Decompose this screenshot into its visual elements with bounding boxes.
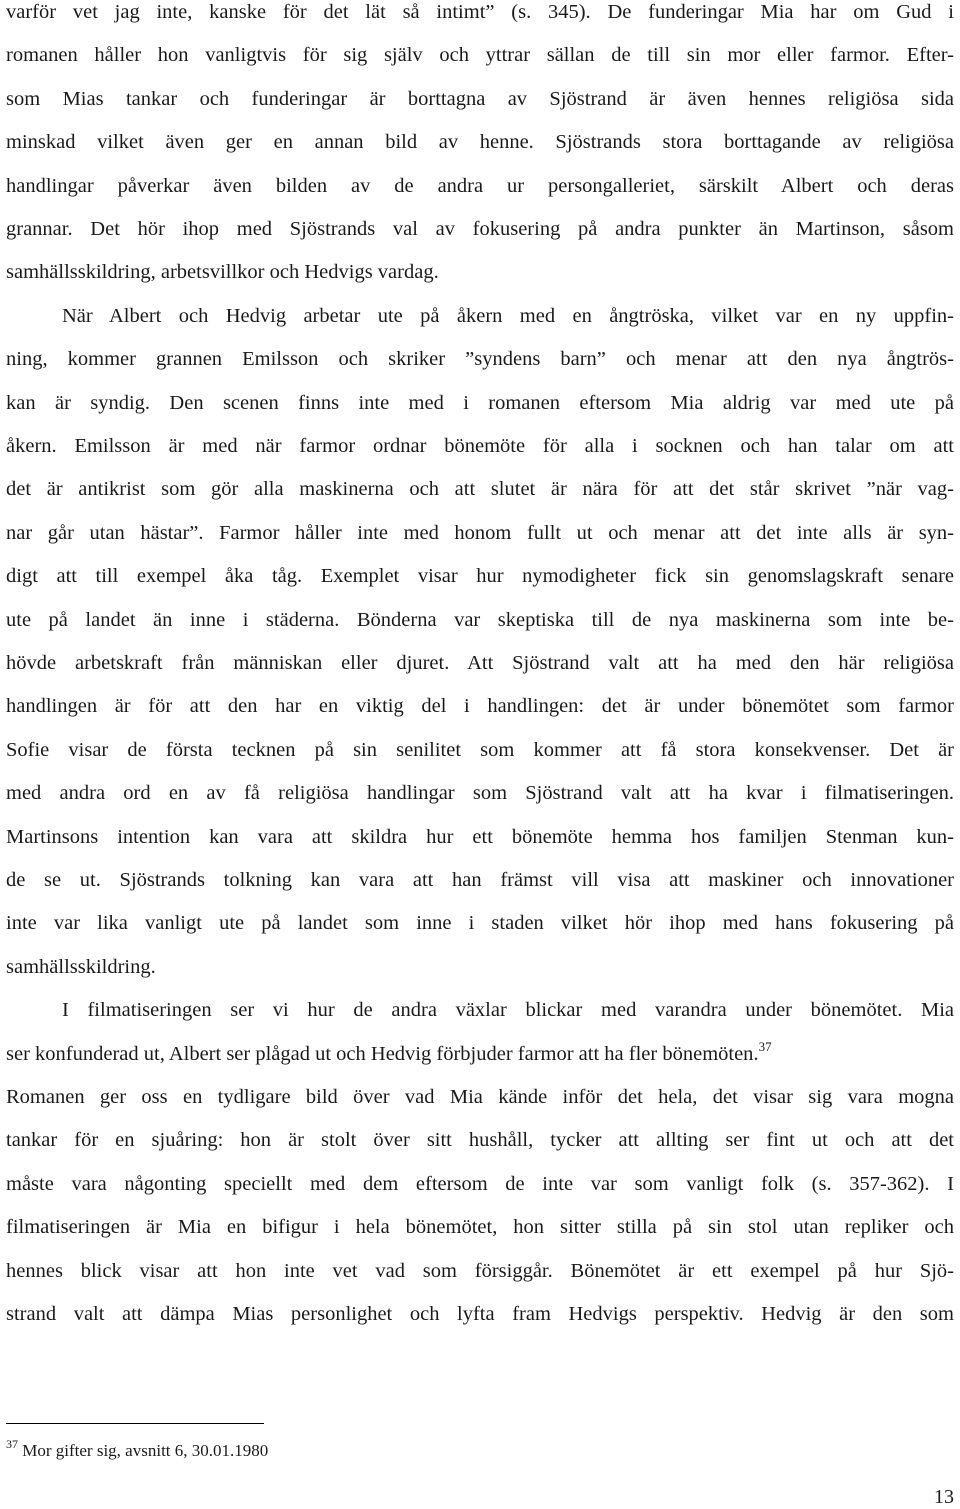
text-line: tankar för en sjuåring: hon är stolt över sitt hushåll, tycker att allting ser fint ut och att det <box>6 1129 954 1151</box>
text-line: hövde arbetskraft från människan eller djuret. Att Sjöstrand valt att ha med den här religiösa <box>6 652 954 674</box>
footnote-reference: 37 <box>758 1039 772 1054</box>
footnote-marker: 37 <box>6 1437 18 1451</box>
text-line: varför vet jag inte, kanske för det lät så intimt” (s. 345). De funderingar Mia har om Gud i <box>6 1 954 23</box>
text-line: romanen håller hon vanligtvis för sig själv och yttrar sällan de till sin mor eller farmor. Efter- <box>6 44 954 66</box>
text-line: strand valt att dämpa Mias personlighet och lyfta fram Hedvigs perspektiv. Hedvig är den som <box>6 1303 954 1325</box>
text-line: I filmatiseringen ser vi hur de andra växlar blickar med varandra under bönemötet. Mia <box>62 999 954 1021</box>
text-line: Sofie visar de första tecknen på sin senilitet som kommer att få stora konsekvenser. Det är <box>6 739 954 761</box>
text-line: åkern. Emilsson är med när farmor ordnar bönemöte för alla i socknen och han talar om att <box>6 435 954 457</box>
footnote-separator <box>6 1423 264 1424</box>
text-line-with-footnote <box>6 1040 954 1068</box>
text-line: Martinsons intention kan vara att skildra hur ett bönemöte hemma hos familjen Stenman kun- <box>6 826 954 848</box>
text-line: samhällsskildring, arbetsvillkor och Hedvigs vardag. <box>6 261 439 283</box>
text-line: nar går utan hästar”. Farmor håller inte med honom fullt ut och menar att det inte alls är syn- <box>6 522 954 544</box>
footnote-text: Mor gifter sig, avsnitt 6, 30.01.1980 <box>18 1441 269 1460</box>
text-line: grannar. Det hör ihop med Sjöstrands val av fokusering på andra punkter än Martinson, såsom <box>6 218 954 240</box>
text-line: filmatiseringen är Mia en bifigur i hela bönemötet, hon sitter stilla på sin stol utan repliker och <box>6 1216 954 1238</box>
text-line: kan är syndig. Den scenen finns inte med i romanen eftersom Mia aldrig var med ute på <box>6 392 954 414</box>
text-line: handlingar påverkar även bilden av de andra ur persongalleriet, särskilt Albert och deras <box>6 175 954 197</box>
text-line: handlingen är för att den har en viktig del i handlingen: det är under bönemötet som farmor <box>6 695 954 717</box>
text-line: med andra ord en av få religiösa handlingar som Sjöstrand valt att ha kvar i filmatiseringen. <box>6 782 954 804</box>
text-line: måste vara någonting speciellt med dem eftersom de inte var som vanligt folk (s. 357-362). I <box>6 1173 954 1195</box>
text-line-content: ser konfunderad ut, Albert ser plågad ut och Hedvig förbjuder farmor att ha fler bönemöten. <box>6 1043 759 1065</box>
text-line: ning, kommer grannen Emilsson och skriker ”syndens barn” och menar att den nya ångtrös- <box>6 348 954 370</box>
text-line: När Albert och Hedvig arbetar ute på åkern med en ångtröska, vilket var en ny uppfin- <box>62 305 954 327</box>
text-line: det är antikrist som gör alla maskinerna och att slutet är nära för att det står skrivet ”när vag- <box>6 478 954 500</box>
text-line: digt att till exempel åka tåg. Exemplet visar hur nymodigheter fick sin genomslagskraft senare <box>6 565 954 587</box>
text-line: de se ut. Sjöstrands tolkning kan vara att han främst vill visa att maskiner och innovationer <box>6 869 954 891</box>
text-line: som Mias tankar och funderingar är borttagna av Sjöstrand är även hennes religiösa sida <box>6 88 954 110</box>
text-line: Romanen ger oss en tydligare bild över vad Mia kände inför det hela, det visar sig vara mogna <box>6 1086 954 1108</box>
text-line: ute på landet än inne i städerna. Bönderna var skeptiska till de nya maskinerna som inte be- <box>6 609 954 631</box>
footnote <box>6 1437 269 1462</box>
page-number: 13 <box>934 1486 954 1508</box>
text-line: minskad vilket även ger en annan bild av henne. Sjöstrands stora borttagande av religiösa <box>6 131 954 153</box>
text-line: hennes blick visar att hon inte vet vad som försiggår. Bönemötet är ett exempel på hur Sjö- <box>6 1260 954 1282</box>
text-line: samhällsskildring. <box>6 956 156 978</box>
text-line: inte var lika vanligt ute på landet som inne i staden vilket hör ihop med hans fokusering på <box>6 912 954 934</box>
